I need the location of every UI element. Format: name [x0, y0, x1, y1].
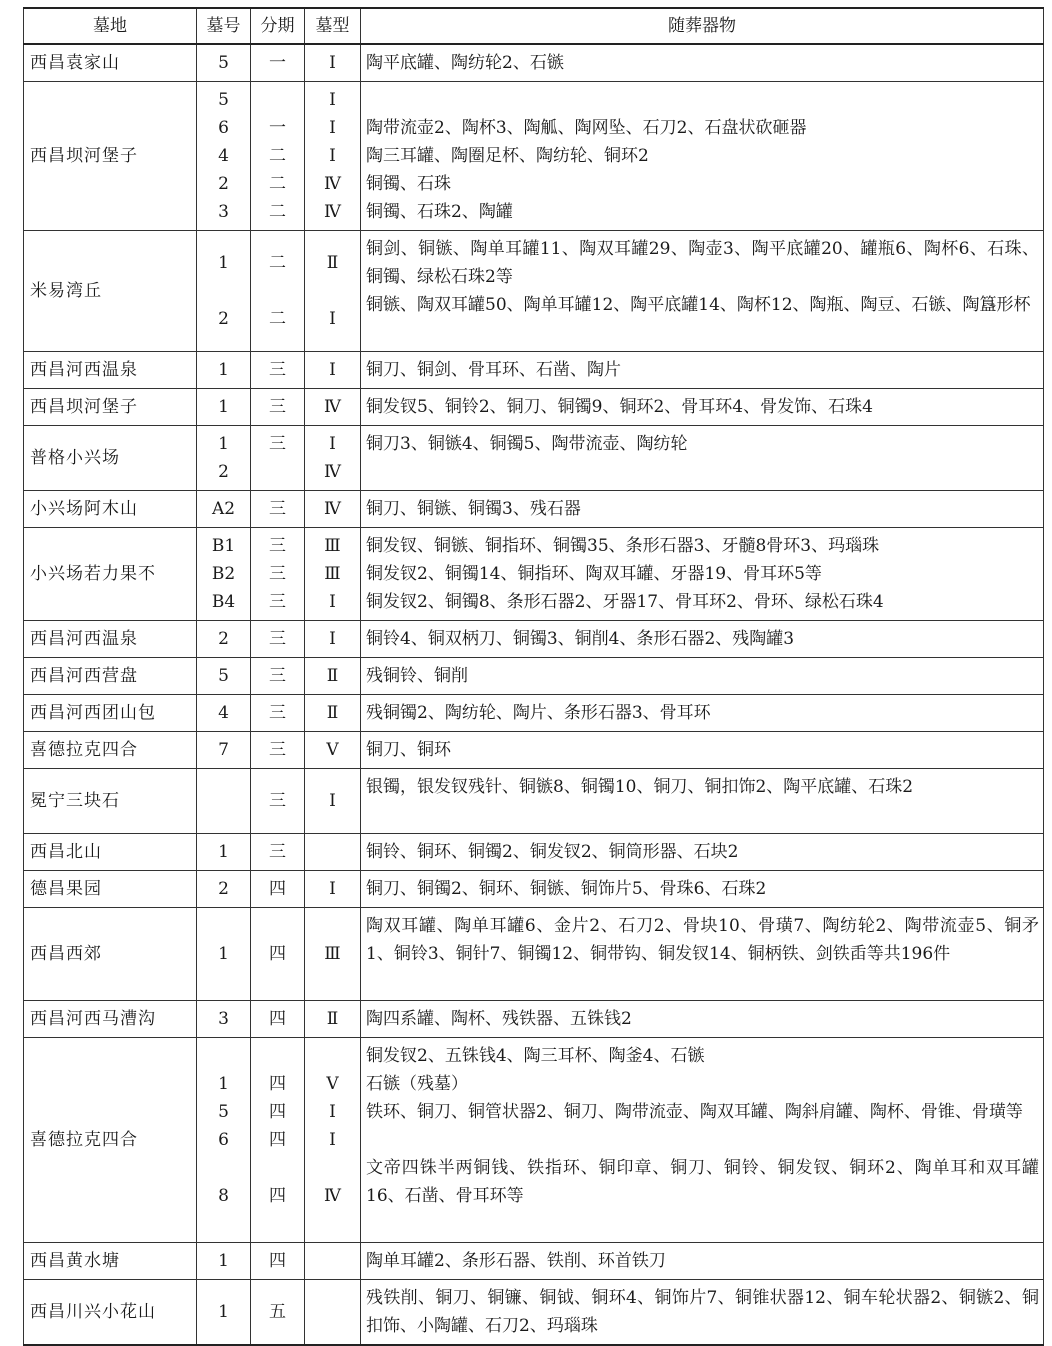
burial-goods-line: 铜发钗5、铜铃2、铜刀、铜镯9、铜环2、骨耳环4、骨发饰、石珠4	[366, 397, 873, 417]
tomb-type-cell	[305, 231, 361, 352]
tomb-type-line	[310, 1247, 355, 1275]
table-body	[24, 44, 1044, 1345]
burial-goods-line: 铜刀3、铜镞4、铜镯5、陶带流壶、陶纺轮	[366, 434, 688, 454]
burial-goods-line	[366, 86, 1039, 114]
tomb-type-line	[310, 1298, 355, 1326]
cemetery-cell: 西昌西郊	[24, 908, 197, 1001]
tomb-number-cell	[197, 1243, 251, 1280]
burial-goods-cell	[361, 352, 1044, 389]
tomb-number-cell	[197, 871, 251, 908]
period-cell	[251, 1243, 305, 1280]
tomb-type-cell	[305, 658, 361, 695]
period-line: 五	[269, 1302, 286, 1322]
tomb-number-line: 2	[218, 462, 229, 482]
table-row	[24, 491, 1044, 528]
period-line: 四	[269, 1186, 286, 1206]
period-line	[256, 86, 299, 114]
tomb-type-line: Ⅲ	[324, 944, 341, 964]
tomb-type-cell	[305, 908, 361, 1001]
period-line: 三	[269, 536, 286, 556]
tomb-number-line: 2	[218, 879, 229, 899]
burial-goods-line: 铜刀、铜剑、骨耳环、石凿、陶片	[366, 360, 621, 380]
tomb-number-line: 3	[218, 202, 229, 222]
period-cell	[251, 621, 305, 658]
burial-goods-line: 铜镯、石珠2、陶罐	[366, 202, 513, 222]
tomb-type-line: Ⅴ	[326, 1074, 339, 1094]
table-row	[24, 231, 1044, 352]
tomb-number-cell	[197, 1038, 251, 1243]
header-period: 分期	[251, 8, 305, 44]
tomb-type-line: Ⅳ	[324, 174, 341, 194]
burial-goods-cell	[361, 732, 1044, 769]
period-line: 四	[269, 1102, 286, 1122]
period-cell	[251, 352, 305, 389]
burial-goods-table	[23, 7, 1043, 1346]
tomb-type-line: Ⅱ	[326, 1009, 339, 1029]
period-line: 四	[269, 1130, 286, 1150]
tomb-type-cell	[305, 871, 361, 908]
period-cell	[251, 44, 305, 82]
burial-goods-line	[366, 458, 1039, 486]
tomb-type-line: Ⅳ	[324, 1186, 341, 1206]
tomb-type-cell	[305, 621, 361, 658]
period-line: 二	[269, 309, 286, 329]
tomb-number-line: 5	[218, 90, 229, 110]
burial-goods-cell	[361, 528, 1044, 621]
tomb-type-line: Ⅱ	[326, 666, 339, 686]
burial-goods-line: 陶双耳罐、陶单耳罐6、金片2、石刀2、骨块10、骨璜7、陶纺轮2、陶带流壶5、铜矛1、铜铃3、铜针7、铜镯12、铜带钩、铜发钗14、铜柄铁、剑铁臿等共196件	[366, 916, 1039, 964]
tomb-type-cell	[305, 834, 361, 871]
period-cell	[251, 389, 305, 426]
tomb-type-line: Ⅰ	[329, 791, 336, 811]
burial-goods-line: 文帝四铢半两铜钱、铁指环、铜印章、铜刀、铜铃、铜发钗、铜环2、陶单耳和双耳罐16、石凿、骨耳环等	[366, 1158, 1039, 1206]
cemetery-cell: 西昌黄水塘	[24, 1243, 197, 1280]
tomb-number-cell	[197, 1001, 251, 1038]
tomb-type-cell	[305, 1038, 361, 1243]
burial-goods-line: 残铜铃、铜削	[366, 666, 468, 686]
burial-goods-line: 陶三耳罐、陶圈足杯、陶纺轮、铜环2	[366, 146, 649, 166]
table-row	[24, 528, 1044, 621]
burial-goods-line: 陶平底罐、陶纺轮2、石镞	[366, 53, 564, 73]
tomb-number-cell	[197, 528, 251, 621]
tomb-number-cell	[197, 834, 251, 871]
period-line: 三	[269, 592, 286, 612]
burial-goods-line: 银镯，银发钗残针、铜镞8、铜镯10、铜刀、铜扣饰2、陶平底罐、石珠2	[366, 777, 914, 797]
burial-goods-cell	[361, 1243, 1044, 1280]
burial-goods-line: 铜发钗2、五铢钱4、陶三耳杯、陶釜4、石镞	[366, 1046, 705, 1066]
burial-goods-line: 陶带流壶2、陶杯3、陶觚、陶网坠、石刀2、石盘状砍砸器	[366, 118, 807, 138]
period-line: 二	[269, 253, 286, 273]
burial-goods-line: 铜镯、石珠	[366, 174, 451, 194]
tomb-number-line: B4	[211, 592, 236, 612]
tomb-number-line: 3	[218, 1009, 229, 1029]
tomb-number-line: 5	[218, 1102, 229, 1122]
period-line	[256, 458, 299, 486]
tomb-type-cell	[305, 389, 361, 426]
period-line: 四	[269, 1009, 286, 1029]
burial-goods-cell	[361, 231, 1044, 352]
period-line: 四	[269, 944, 286, 964]
table-row	[24, 695, 1044, 732]
burial-goods-cell	[361, 82, 1044, 231]
tomb-type-line: Ⅲ	[324, 536, 341, 556]
tomb-type-line: Ⅰ	[329, 53, 336, 73]
burial-goods-line: 铜刀、铜镯2、铜环、铜镞、铜饰片5、骨珠6、石珠2	[366, 879, 767, 899]
period-line: 三	[269, 499, 286, 519]
burial-goods-line: 石镞（残墓）	[366, 1074, 468, 1094]
period-line: 三	[269, 842, 286, 862]
period-line: 四	[269, 1251, 286, 1271]
period-cell	[251, 1280, 305, 1346]
cemetery-cell: 西昌河西马漕沟	[24, 1001, 197, 1038]
period-line: 三	[269, 740, 286, 760]
tomb-type-cell	[305, 732, 361, 769]
tomb-type-cell	[305, 695, 361, 732]
tomb-number-cell	[197, 44, 251, 82]
table-row	[24, 44, 1044, 82]
period-line: 三	[269, 397, 286, 417]
burial-goods-cell	[361, 871, 1044, 908]
tomb-number-cell	[197, 231, 251, 352]
tomb-type-line: Ⅲ	[324, 564, 341, 584]
tomb-type-line: Ⅰ	[329, 1130, 336, 1150]
table-row	[24, 1001, 1044, 1038]
table-row	[24, 1243, 1044, 1280]
tomb-type-line: Ⅱ	[326, 703, 339, 723]
table-row	[24, 621, 1044, 658]
tomb-type-line: Ⅰ	[329, 1102, 336, 1122]
tomb-number-line: 1	[218, 360, 229, 380]
burial-goods-line: 铜铃、铜环、铜镯2、铜发钗2、铜筒形器、石块2	[366, 842, 739, 862]
tomb-number-cell	[197, 695, 251, 732]
tomb-number-cell	[197, 621, 251, 658]
burial-goods-cell	[361, 658, 1044, 695]
burial-goods-line: 残铜镯2、陶纺轮、陶片、条形石器3、骨耳环	[366, 703, 711, 723]
tomb-number-line: 8	[218, 1186, 229, 1206]
table-row	[24, 352, 1044, 389]
period-cell	[251, 871, 305, 908]
cemetery-cell: 西昌河西温泉	[24, 621, 197, 658]
tomb-number-line: 1	[218, 1302, 229, 1322]
burial-goods-line: 铁环、铜刀、铜管状器2、铜刀、陶带流壶、陶双耳罐、陶斜肩罐、陶杯、骨锥、骨璜等	[366, 1102, 1023, 1122]
tomb-number-line: B2	[211, 564, 236, 584]
table-row	[24, 834, 1044, 871]
cemetery-cell: 冕宁三块石	[24, 769, 197, 834]
burial-goods-line: 铜刀、铜镞、铜镯3、残石器	[366, 499, 581, 519]
tomb-type-line: Ⅰ	[329, 592, 336, 612]
header-tomb-number: 墓号	[197, 8, 251, 44]
tomb-number-cell	[197, 426, 251, 491]
tomb-number-line: 6	[218, 118, 229, 138]
burial-goods-cell	[361, 769, 1044, 834]
burial-goods-cell	[361, 426, 1044, 491]
tomb-number-line: 2	[218, 309, 229, 329]
tomb-number-line: 1	[218, 397, 229, 417]
tomb-number-line: 1	[218, 253, 229, 273]
burial-goods-cell	[361, 491, 1044, 528]
burial-goods-line: 铜铃4、铜双柄刀、铜镯3、铜削4、条形石器2、残陶罐3	[366, 629, 795, 649]
burial-goods-cell	[361, 44, 1044, 82]
header-tomb-type: 墓型	[305, 8, 361, 44]
tomb-number-line: 5	[218, 53, 229, 73]
cemetery-cell: 西昌川兴小花山	[24, 1280, 197, 1346]
burial-goods-line: 铜发钗2、铜镯8、条形石器2、牙器17、骨耳环2、骨环、绿松石珠4	[366, 592, 884, 612]
period-cell	[251, 426, 305, 491]
burial-goods-cell	[361, 834, 1044, 871]
tomb-type-line: Ⅳ	[324, 397, 341, 417]
tomb-number-line: 2	[218, 629, 229, 649]
burial-goods-cell	[361, 1001, 1044, 1038]
table-row	[24, 658, 1044, 695]
tomb-number-line: 7	[218, 740, 229, 760]
table-row	[24, 1038, 1044, 1243]
tomb-number-line: 1	[218, 1251, 229, 1271]
cemetery-cell: 米易湾丘	[24, 231, 197, 352]
tomb-type-cell	[305, 769, 361, 834]
tomb-type-cell	[305, 82, 361, 231]
tomb-number-line	[202, 787, 245, 815]
period-line: 一	[269, 118, 286, 138]
burial-goods-line: 铜镞、陶双耳罐50、陶单耳罐12、陶平底罐14、陶杯12、陶瓶、陶豆、石镞、陶簋形杯	[366, 295, 1031, 315]
cemetery-cell: 西昌北山	[24, 834, 197, 871]
period-cell	[251, 732, 305, 769]
tomb-type-line: Ⅰ	[329, 629, 336, 649]
tomb-number-cell	[197, 389, 251, 426]
tomb-type-cell	[305, 1280, 361, 1346]
tomb-type-line: Ⅰ	[329, 360, 336, 380]
tomb-type-cell	[305, 44, 361, 82]
tomb-type-cell	[305, 528, 361, 621]
period-line: 二	[269, 202, 286, 222]
tomb-type-cell	[305, 352, 361, 389]
period-cell	[251, 769, 305, 834]
header-row	[24, 8, 1044, 44]
period-line: 三	[269, 360, 286, 380]
period-line: 四	[269, 1074, 286, 1094]
period-line: 三	[269, 564, 286, 584]
period-line: 一	[269, 53, 286, 73]
tomb-type-line: Ⅰ	[329, 434, 336, 454]
period-line: 二	[269, 174, 286, 194]
tomb-type-cell	[305, 491, 361, 528]
tomb-number-line: 4	[218, 703, 229, 723]
period-cell	[251, 231, 305, 352]
burial-goods-line: 残铁削、铜刀、铜镰、铜钺、铜环4、铜饰片7、铜锥状器12、铜车轮状器2、铜镞2、铜扣饰、小陶罐、石刀2、玛瑙珠	[366, 1288, 1039, 1336]
tomb-type-line: Ⅰ	[329, 118, 336, 138]
tomb-number-cell	[197, 1280, 251, 1346]
burial-goods-line: 铜发钗、铜镞、铜指环、铜镯35、条形石器3、牙髓8骨环3、玛瑙珠	[366, 536, 880, 556]
cemetery-cell: 西昌坝河堡子	[24, 82, 197, 231]
cemetery-cell: 德昌果园	[24, 871, 197, 908]
tomb-number-cell	[197, 732, 251, 769]
tomb-type-line	[310, 838, 355, 866]
period-cell	[251, 1001, 305, 1038]
tomb-type-line: Ⅰ	[329, 309, 336, 329]
tomb-number-line: 1	[218, 944, 229, 964]
tomb-number-cell	[197, 491, 251, 528]
tomb-number-line: B1	[211, 536, 236, 556]
cemetery-cell: 小兴场阿木山	[24, 491, 197, 528]
burial-goods-cell	[361, 621, 1044, 658]
cemetery-cell: 小兴场若力果不	[24, 528, 197, 621]
cemetery-cell: 喜德拉克四合	[24, 732, 197, 769]
period-cell	[251, 658, 305, 695]
burial-goods-cell	[361, 908, 1044, 1001]
period-line: 三	[269, 629, 286, 649]
tomb-number-cell	[197, 82, 251, 231]
tomb-type-line: Ⅱ	[326, 253, 339, 273]
burial-goods-line: 铜刀、铜环	[366, 740, 451, 760]
burial-goods-cell	[361, 1038, 1044, 1243]
tomb-number-cell	[197, 908, 251, 1001]
cemetery-cell: 西昌袁家山	[24, 44, 197, 82]
tomb-type-line: Ⅳ	[324, 462, 341, 482]
tomb-type-cell	[305, 1243, 361, 1280]
tomb-type-line: Ⅰ	[329, 146, 336, 166]
period-line: 三	[269, 666, 286, 686]
period-cell	[251, 695, 305, 732]
tomb-number-line: 5	[218, 666, 229, 686]
cemetery-cell: 西昌坝河堡子	[24, 389, 197, 426]
burial-goods-line: 陶四系罐、陶杯、残铁器、五铢钱2	[366, 1009, 632, 1029]
period-cell	[251, 1038, 305, 1243]
tomb-type-line: Ⅰ	[329, 879, 336, 899]
cemetery-cell: 西昌河西营盘	[24, 658, 197, 695]
tomb-number-line: 6	[218, 1130, 229, 1150]
period-cell	[251, 491, 305, 528]
period-cell	[251, 82, 305, 231]
tomb-number-line: 1	[218, 434, 229, 454]
tomb-number-line: 2	[218, 174, 229, 194]
header-burial-goods: 随葬器物	[361, 8, 1044, 44]
tomb-number-line: 1	[218, 842, 229, 862]
tomb-type-line: Ⅴ	[326, 740, 339, 760]
period-line: 三	[269, 791, 286, 811]
period-cell	[251, 908, 305, 1001]
period-cell	[251, 834, 305, 871]
period-line: 二	[269, 146, 286, 166]
burial-goods-cell	[361, 389, 1044, 426]
period-line: 三	[269, 703, 286, 723]
tomb-type-line: Ⅳ	[324, 499, 341, 519]
tomb-number-cell	[197, 658, 251, 695]
table-row	[24, 82, 1044, 231]
tomb-number-line: 1	[218, 1074, 229, 1094]
cemetery-cell: 西昌河西团山包	[24, 695, 197, 732]
burial-goods-line: 铜剑、铜镞、陶单耳罐11、陶双耳罐29、陶壶3、陶平底罐20、罐瓶6、陶杯6、石珠、铜镯、绿松石珠2等	[366, 239, 1039, 287]
tomb-type-line: Ⅰ	[329, 90, 336, 110]
tomb-type-cell	[305, 426, 361, 491]
table-row	[24, 908, 1044, 1001]
burial-goods-line: 铜发钗2、铜镯14、铜指环、陶双耳罐、牙器19、骨耳环5等	[366, 564, 822, 584]
cemetery-cell: 喜德拉克四合	[24, 1038, 197, 1243]
period-line: 三	[269, 434, 286, 454]
burial-goods-line: 陶单耳罐2、条形石器、铁削、环首铁刀	[366, 1251, 666, 1271]
period-cell	[251, 528, 305, 621]
tomb-number-cell	[197, 352, 251, 389]
table-row	[24, 1280, 1044, 1346]
table-row	[24, 732, 1044, 769]
period-line: 四	[269, 879, 286, 899]
cemetery-cell: 西昌河西温泉	[24, 352, 197, 389]
table-row	[24, 769, 1044, 834]
tomb-number-line: A2	[211, 499, 236, 519]
tomb-type-cell	[305, 1001, 361, 1038]
burial-goods-cell	[361, 695, 1044, 732]
burial-goods-cell	[361, 1280, 1044, 1346]
tomb-type-line: Ⅳ	[324, 202, 341, 222]
cemetery-cell: 普格小兴场	[24, 426, 197, 491]
tomb-number-cell	[197, 769, 251, 834]
tomb-number-line: 4	[218, 146, 229, 166]
header-cemetery: 墓地	[24, 8, 197, 44]
table-row	[24, 871, 1044, 908]
table-row	[24, 389, 1044, 426]
table-row	[24, 426, 1044, 491]
